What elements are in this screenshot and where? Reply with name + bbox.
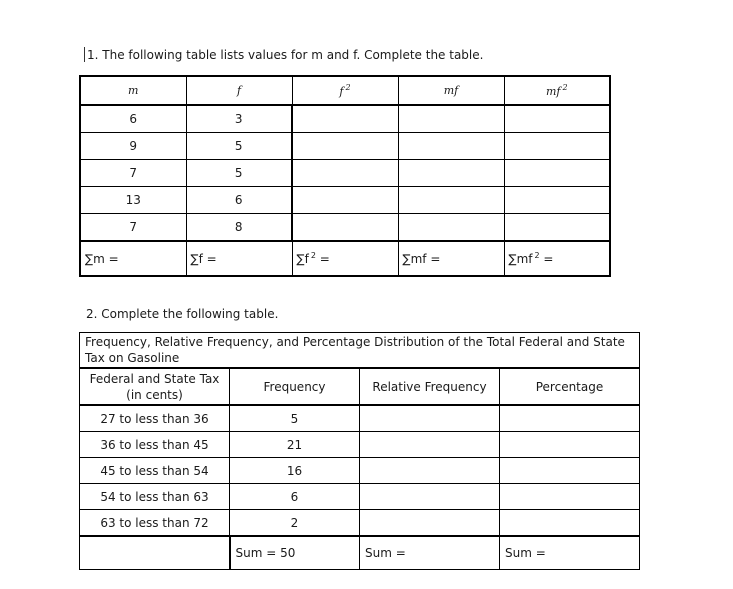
cell-mf-blank[interactable] [398,214,504,242]
question-1-prompt [84,47,483,63]
cell-m: 9 [80,133,186,160]
cell-m: 6 [80,105,186,133]
cell-frequency: 6 [230,484,360,510]
question-2-prompt: 2. Complete the following table. [86,307,279,321]
header-tax-range: Federal and State Tax (in cents) [80,368,230,405]
cell-relative-frequency-blank[interactable] [360,484,500,510]
header-relative-frequency: Relative Frequency [360,368,500,405]
cell-frequency: 21 [230,432,360,458]
header-m: m [80,76,186,105]
cell-f-squared-blank[interactable] [292,105,398,133]
sum-mf[interactable]: ∑mf = [398,241,504,276]
gasoline-tax-distribution-table [79,332,640,570]
header-mf: mf [398,76,504,105]
table-row [80,214,610,242]
cell-percentage-blank[interactable] [500,510,640,537]
sum-mf-squared[interactable]: ∑mf $^2$ = [504,241,610,276]
sum-m[interactable]: ∑m = [80,241,186,276]
cell-frequency: 16 [230,458,360,484]
cell-mf-squared-blank[interactable] [504,105,610,133]
table-header-row [80,76,610,105]
cell-mf-blank[interactable] [398,187,504,214]
cell-tax-range: 36 to less than 45 [80,432,230,458]
cell-relative-frequency-blank[interactable] [360,458,500,484]
cell-f: 3 [186,105,292,133]
table-row [80,405,640,432]
table-row [80,484,640,510]
table-row [80,510,640,537]
cell-relative-frequency-blank[interactable] [360,510,500,537]
text-cursor [84,47,85,62]
cell-relative-frequency-blank[interactable] [360,405,500,432]
header-frequency: Frequency [230,368,360,405]
cell-m: 7 [80,214,186,242]
cell-tax-range: 54 to less than 63 [80,484,230,510]
cell-percentage-blank[interactable] [500,458,640,484]
sum-relative-frequency[interactable]: Sum = [360,536,500,570]
cell-tax-range: 63 to less than 72 [80,510,230,537]
cell-f: 5 [186,160,292,187]
cell-mf-squared-blank[interactable] [504,133,610,160]
cell-m: 7 [80,160,186,187]
cell-f: 5 [186,133,292,160]
cell-mf-blank[interactable] [398,133,504,160]
table-header-row [80,368,640,405]
sum-f-squared[interactable]: ∑f $^2$ = [292,241,398,276]
cell-f: 6 [186,187,292,214]
cell-f-squared-blank[interactable] [292,187,398,214]
cell-percentage-blank[interactable] [500,484,640,510]
sum-frequency: Sum = 50 [230,536,360,570]
cell-frequency: 2 [230,510,360,537]
cell-percentage-blank[interactable] [500,432,640,458]
table-title-row [80,333,640,369]
table-row [80,105,610,133]
cell-mf-blank[interactable] [398,160,504,187]
header-mf-squared: mf $^2$ [504,76,610,105]
cell-f-squared-blank[interactable] [292,160,398,187]
table-row [80,458,640,484]
table-row [80,187,610,214]
sum-f[interactable]: ∑f = [186,241,292,276]
cell-mf-squared-blank[interactable] [504,160,610,187]
sum-row [80,241,610,276]
cell-mf-squared-blank[interactable] [504,214,610,242]
cell-relative-frequency-blank[interactable] [360,432,500,458]
question-1-text: 1. The following table lists values for m and f. Complete the table. [87,48,484,62]
table-row [80,160,610,187]
cell-percentage-blank[interactable] [500,405,640,432]
sum-blank-cell [80,536,230,570]
cell-f: 8 [186,214,292,242]
m-f-table [79,75,611,277]
header-percentage: Percentage [500,368,640,405]
cell-tax-range: 27 to less than 36 [80,405,230,432]
table-row [80,432,640,458]
cell-f-squared-blank[interactable] [292,214,398,242]
cell-m: 13 [80,187,186,214]
sum-row [80,536,640,570]
header-f: f [186,76,292,105]
cell-mf-blank[interactable] [398,105,504,133]
header-f-squared: f $^2$ [292,76,398,105]
cell-tax-range: 45 to less than 54 [80,458,230,484]
cell-mf-squared-blank[interactable] [504,187,610,214]
table-row [80,133,610,160]
cell-f-squared-blank[interactable] [292,133,398,160]
cell-frequency: 5 [230,405,360,432]
table-title: Frequency, Relative Frequency, and Percentage Distribution of the Total Federal and State Tax on Gasoline [80,333,640,369]
sum-percentage[interactable]: Sum = [500,536,640,570]
